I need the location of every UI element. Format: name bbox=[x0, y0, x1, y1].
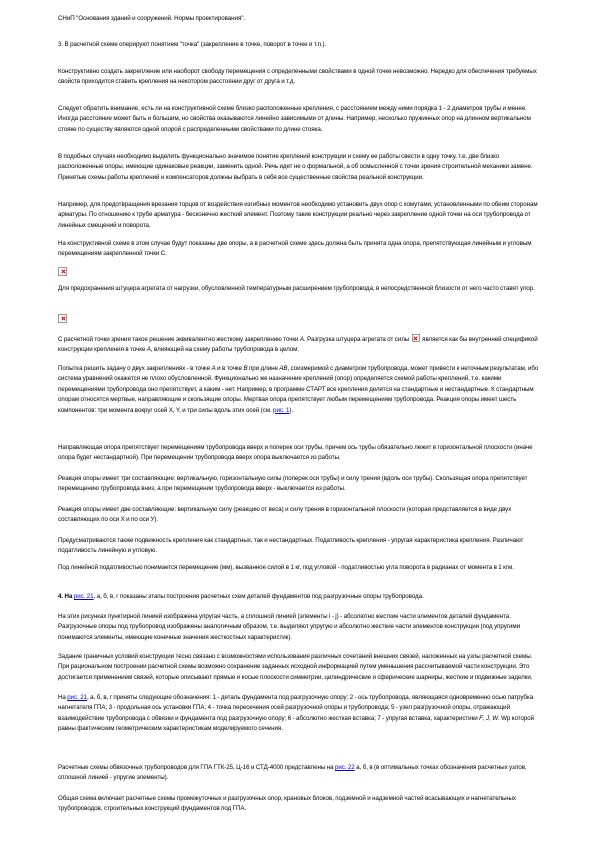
broken-image-icon bbox=[58, 314, 67, 323]
variable-f: F bbox=[479, 714, 483, 722]
paragraph-pod-lineynoy: Под линейной податливостью понимается перемещение (мм), вызванное силой в 1 кг, под угловой - податливостью угла поворота в радианах от момента в 1 кгм. bbox=[58, 564, 514, 571]
paragraph-raschetnye-shemy bbox=[58, 763, 539, 784]
text-run: , bbox=[489, 714, 493, 722]
paragraph-4 bbox=[58, 592, 539, 602]
text-run: , соизмеримой с диаметром трубопровода, может привести к неточным результатам, ибо система уравнений окажется не плохо обусловленной. Функционально же назначение креплений (опор) определяется схемой работы креплений, т.е. какими перемещениями трубопровода оно препятствует, а каким - нет. Например, в программе СТАРТ все крепления делятся на стандартные и нестандартные. К стандартным опорам относятся мертвые, направляющие и скользящие опоры. Мертвая опора препятствует любым перемещениям трубопровода. Реакция опоры имеет шесть компонентов: три момента вокруг осей X, Y, и три силы вдоль этих осей (см. bbox=[58, 365, 539, 414]
paragraph-s-raschetnoy bbox=[58, 334, 539, 356]
paragraph-konstruktivno: Конструктивно создать закрепление или наоборот свободу перемещения с определенными свойствами в одной точке невозможно. Нередко для обеспечения требуемых свойств приходится ставить крепления на некотором расстоянии друг от друга и т.д. bbox=[58, 68, 537, 86]
paragraph-na-etih-risunkah: На этих рисунках пунктирной линией изображена упругая часть, а сплошной линией (элементы i - j) - абсолютно жесткие части элементов деталей фундамента. Разгрузочные опоры под трубопровод изображены аналогичным образом, т.е. выделяют упругую и абсолютно жесткие части элементов конструкции (под упругими понимаются элементы, имеющие конечные значения жесткостных характеристик). bbox=[58, 613, 521, 641]
text-run: 4. На bbox=[58, 593, 74, 600]
text-run: Попытка решить задачу о двух закреплениях - в точке bbox=[58, 365, 212, 372]
variable-b: В bbox=[243, 365, 248, 372]
paragraph-reakciya-1: Реакция опоры имеет три составляющие: вертикальную, горизонтальную силы (поперек оси трубы) и силу трения (вдоль оси трубы). Скользящая опора препятствует перемещению трубопровода вниз, а при перемещении трубопровода вверх - выключается из работы. bbox=[58, 475, 528, 493]
variable-a: А bbox=[146, 346, 151, 354]
text-run: Расчетные схемы обвязочных трубопроводов для ГПА ГТК-25, Ц-16 и СТД-4000 представлены на bbox=[58, 764, 335, 771]
paragraph-napravlyayushchaya: Направляющая опора препятствует перемещениям трубопровода вверх и поперек оси трубы, причем ось трубы обязательно лежит в горизонтальной плоскости (иначе опора будет нестандартной). При перемещении трубопровода вверх опора выключается из работы. bbox=[58, 444, 533, 462]
text-run: а, б, в (в оптимальных точках обозначения расчетных узлов, сплошной линией - упругие элементы). bbox=[58, 764, 527, 782]
text-run: , bbox=[482, 714, 486, 722]
paragraph-oboznacheniya bbox=[58, 693, 539, 735]
figure-link-ris-21[interactable]: рис. 21 bbox=[67, 694, 88, 701]
text-run: С расчетной точки зрения такое решение эквивалентно жесткому закреплению точки bbox=[58, 336, 300, 343]
paragraph-zadanie: Задание граничных условий конструкции тесно связано с возможностями использования различных сочетаний внешних связей, наложенных на узлы расчетной схемы. При рациональном построении расчетной схемы возможно сохранение заданных исходной информацией путем уменьшения рассчитываемой части конструкции. Это достигается применением связей, которые описывают прямые и косые плоскости симметрии, цилиндрические и сферические шарниры, жесткие и подвижные заделки. bbox=[58, 653, 533, 681]
text-run: , а, б, в, г показаны этапы построения расчетных схем деталей фундаментов под разгрузочные опоры трубопровода. bbox=[93, 593, 424, 600]
figure-link-ris-1[interactable]: рис. 1 bbox=[273, 406, 290, 414]
paragraph-obshaya-shema: Общая схема включает расчетные схемы промежуточных и разгрузочных опор, крановых блоков, подземной и надземной частей всасывающих и нагнетательных трубопроводов, строительных конструкций фундаментов под ГПА. bbox=[58, 795, 516, 813]
paragraph-3: 3. В расчетной схеме оперируют понятием "точка" (закрепление в точке, поворот в точке и т.п.). bbox=[58, 41, 327, 48]
text-run: ). bbox=[289, 406, 294, 414]
text-run: , а, б, в, г приняты следующие обозначения: 1 - деталь фундамента под разгрузочную опору; 2 - ось трубопровода, являющаяся одновременно осью патрубка нагнетателя ГПА; 3 - продольная ось установки ГПА; 4 - точка пересечения осей разгрузочной опоры и трубопровода; 5 - узел разгрузочной опоры, отражающий взаимодействие трубопровода с обвязки и фундамента под разгрузочную опору; 6 - абсолютно жесткая вставка; 7 - упругая вставка, характеристики bbox=[58, 694, 534, 722]
figure-link-ris-22[interactable]: рис. 22 bbox=[334, 764, 355, 771]
text-run: . Разгрузка штуцера агрегата от силы bbox=[303, 336, 411, 343]
paragraph-dlya-predohraneniya: Для предохранения штуцера агрегата от нагрузки, обусловленной температурным расширением трубопровода, в непосредственной близости от него часто ставят упор. bbox=[58, 285, 535, 292]
variable-j: J bbox=[486, 714, 490, 722]
broken-image-icon bbox=[58, 267, 67, 276]
text-run: является как бы внутренней спецификой конструкции крепления в точке bbox=[58, 336, 538, 354]
paragraph-popytka bbox=[58, 364, 539, 416]
text-run: . Wp которой равны фактическим геометрическим характеристикам моделируемого сечения. bbox=[58, 714, 535, 733]
document-header: СНиП "Основания зданий и сооружений. Нормы проектирования". bbox=[58, 15, 246, 22]
variable-a: А bbox=[211, 365, 216, 372]
variable-ab: АВ bbox=[279, 365, 288, 372]
text-run: при длине bbox=[247, 365, 280, 372]
paragraph-sleduet: Следует обратить внимание, есть ли на конструктивной схеме близко расположенные крепления, с расстоянием между ними порядка 1 - 2 диаметров трубы и менее. Иногда расстояние может быть и большим, но свойства оказываются линейно зависимыми от длины. Например, несколько пружинных опор на длинном вертикальном стояке по существу являются одной опорой с распределенными свойствами по длине стояка. bbox=[58, 105, 531, 133]
paragraph-v-podobnyh: В подобных случаях необходимо выделить функционально значимое понятие креплений конструкции и схему ее работы свести в одну точку, т.е. две близко расположенные опоры, имеющие одинаковые реакции, заменить одной. Речь идет не о формальной, а об осмысленной с точки зрения строительной механики замене. Принятые схемы работы креплений и компенсаторов должны выбрать в себя все существенные свойства реальной конструкции. bbox=[58, 153, 533, 181]
paragraph-naprimer: Например, для предотвращения врезания торцов от воздействия изгибных моментов необходимо установить двух опор с хомутами, установленными по обеим сторонам арматуры. По отношению к трубе арматура - бесконечно жесткий элемент. Поэтому такие конструкции реально через закрепление одной точки на оси трубопровода от линейных смещений и поворота. bbox=[58, 201, 538, 229]
variable-w: W bbox=[492, 714, 498, 722]
paragraph-na-konstr-sheme: На конструктивной схеме в этом случае будут показаны две опоры, а в расчетной схеме здесь должна быть принята одна опора, препятствующая линейным и угловым перемещениям закрепленной точки С. bbox=[58, 240, 532, 258]
paragraph-predusmatrivayutsya: Предусматриваются также подвижность крепления как стандартных, так и нестандартных. Податливость крепления - упругая характеристика крепления. Различают податливость линейную и угловую. bbox=[58, 537, 524, 555]
broken-image-icon bbox=[412, 334, 420, 342]
text-run: На bbox=[58, 694, 68, 701]
text-run: и в точке bbox=[215, 365, 244, 372]
figure-link-ris-21[interactable]: рис. 21 bbox=[73, 593, 94, 600]
paragraph-reakciya-2: Реакция опоры имеет две составляющие: вертикальную силу (реакцию от веса) и силу трения в горизонтальной плоскости (которая представляется в виде двух составляющих по оси Х и по оси У). bbox=[58, 506, 512, 524]
variable-a: А bbox=[299, 336, 304, 343]
text-run: , влияющей на схему работы трубопровода в целом. bbox=[150, 346, 300, 354]
